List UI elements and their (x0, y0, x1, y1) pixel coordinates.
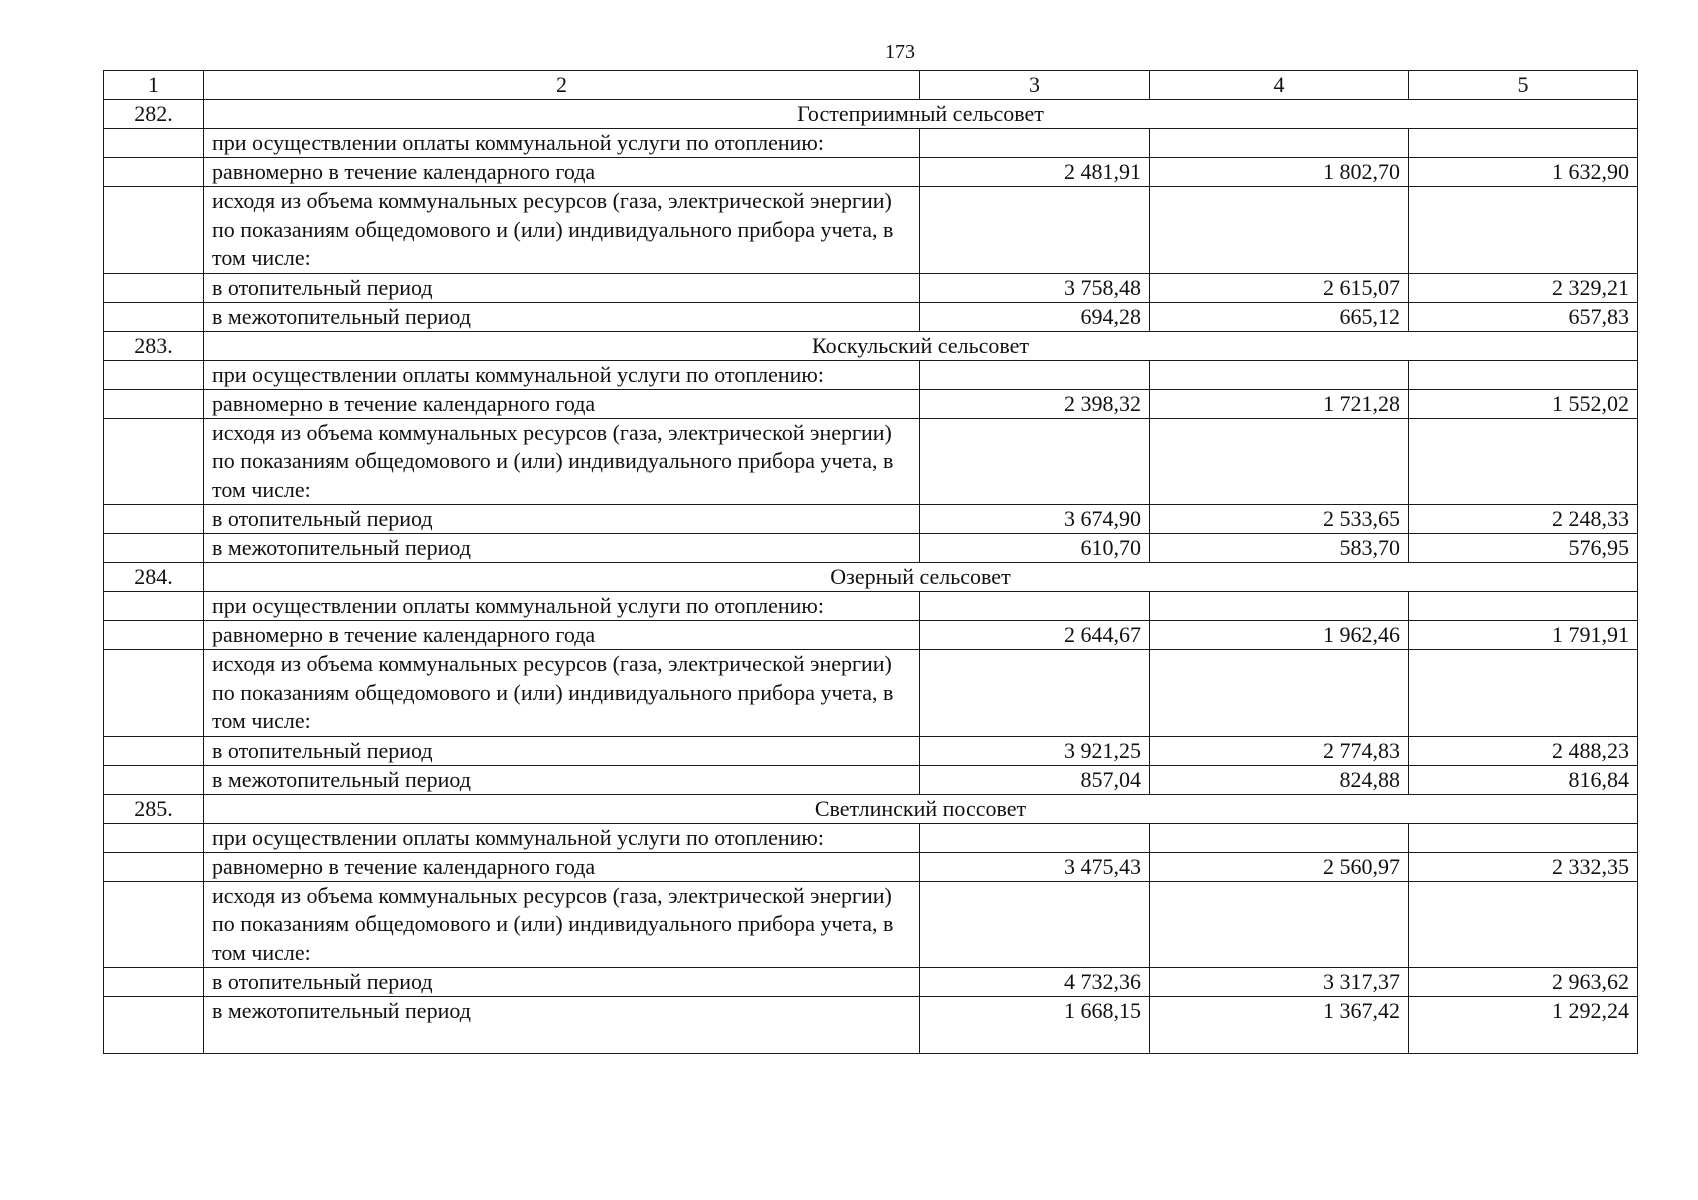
value-cell: 1 668,15 (920, 997, 1150, 1054)
value-cell: 816,84 (1409, 765, 1638, 794)
row-label: равномерно в течение календарного года (204, 389, 920, 418)
table-row (104, 736, 1638, 765)
page-number: 173 (885, 41, 915, 63)
value-cell: 1 292,24 (1409, 997, 1638, 1054)
value-cell: 1 367,42 (1150, 997, 1409, 1054)
value-cell: 2 488,23 (1409, 736, 1638, 765)
row-label: при осуществлении оплаты коммунальной услуги по отоплению: (204, 129, 920, 158)
table-row (104, 997, 1638, 1054)
row-label: в отопительный период (204, 736, 920, 765)
table-row (104, 592, 1638, 621)
value-cell: 3 921,25 (920, 736, 1150, 765)
table-row (104, 389, 1638, 418)
section-header-row (104, 331, 1638, 360)
value-cell: 576,95 (1409, 534, 1638, 563)
value-cell: 2 329,21 (1409, 273, 1638, 302)
section-name: Гостеприимный сельсовет (204, 100, 1638, 129)
section-header-row (104, 563, 1638, 592)
value-cell: 3 475,43 (920, 852, 1150, 881)
value-cell: 2 615,07 (1150, 273, 1409, 302)
section-number: 282. (104, 100, 204, 129)
row-label: при осуществлении оплаты коммунальной услуги по отоплению: (204, 592, 920, 621)
value-cell: 1 962,46 (1150, 621, 1409, 650)
value-cell: 2 481,91 (920, 158, 1150, 187)
value-cell: 2 248,33 (1409, 505, 1638, 534)
table-row (104, 852, 1638, 881)
row-label: в межотопительный период (204, 302, 920, 331)
row-label: при осуществлении оплаты коммунальной услуги по отоплению: (204, 823, 920, 852)
section-number: 284. (104, 563, 204, 592)
row-label: в межотопительный период (204, 534, 920, 563)
section-number: 285. (104, 794, 204, 823)
value-cell: 694,28 (920, 302, 1150, 331)
table-row (104, 505, 1638, 534)
table-row (104, 302, 1638, 331)
table-row (104, 968, 1638, 997)
value-cell: 2 644,67 (920, 621, 1150, 650)
section-name: Светлинский поссовет (204, 794, 1638, 823)
column-header: 3 (920, 71, 1150, 100)
section-header-row (104, 100, 1638, 129)
table-row (104, 765, 1638, 794)
table-row (104, 534, 1638, 563)
table-row (104, 187, 1638, 274)
value-cell: 2 332,35 (1409, 852, 1638, 881)
row-label: в межотопительный период (204, 997, 920, 1054)
table-row (104, 823, 1638, 852)
table-row (104, 650, 1638, 737)
value-cell: 824,88 (1150, 765, 1409, 794)
row-label: исходя из объема коммунальных ресурсов (газа, электрической энергии) по показаниям общедомового и (или) индивидуального прибора учета, в том числе: (204, 418, 920, 505)
table-row (104, 418, 1638, 505)
table-row (104, 360, 1638, 389)
row-label: в отопительный период (204, 273, 920, 302)
row-label: равномерно в течение календарного года (204, 621, 920, 650)
value-cell: 2 963,62 (1409, 968, 1638, 997)
table-row (104, 621, 1638, 650)
value-cell: 665,12 (1150, 302, 1409, 331)
row-label: равномерно в течение календарного года (204, 158, 920, 187)
value-cell: 610,70 (920, 534, 1150, 563)
value-cell: 1 721,28 (1150, 389, 1409, 418)
table-row (104, 881, 1638, 968)
value-cell: 657,83 (1409, 302, 1638, 331)
value-cell: 857,04 (920, 765, 1150, 794)
value-cell: 1 632,90 (1409, 158, 1638, 187)
row-label: исходя из объема коммунальных ресурсов (газа, электрической энергии) по показаниям общедомового и (или) индивидуального прибора учета, в том числе: (204, 650, 920, 737)
table-row (104, 158, 1638, 187)
value-cell: 3 674,90 (920, 505, 1150, 534)
column-header: 2 (204, 71, 920, 100)
row-label: исходя из объема коммунальных ресурсов (газа, электрической энергии) по показаниям общедомового и (или) индивидуального прибора учета, в том числе: (204, 187, 920, 274)
row-label: в отопительный период (204, 505, 920, 534)
row-label: при осуществлении оплаты коммунальной услуги по отоплению: (204, 360, 920, 389)
tariff-table (103, 70, 1638, 1054)
section-header-row (104, 794, 1638, 823)
column-header: 5 (1409, 71, 1638, 100)
column-header: 4 (1150, 71, 1409, 100)
value-cell: 4 732,36 (920, 968, 1150, 997)
row-label: в отопительный период (204, 968, 920, 997)
table-row (104, 273, 1638, 302)
section-name: Коскульский сельсовет (204, 331, 1638, 360)
value-cell: 2 560,97 (1150, 852, 1409, 881)
value-cell: 3 317,37 (1150, 968, 1409, 997)
table-row (104, 129, 1638, 158)
value-cell: 3 758,48 (920, 273, 1150, 302)
value-cell: 1 802,70 (1150, 158, 1409, 187)
row-label: равномерно в течение календарного года (204, 852, 920, 881)
value-cell: 2 774,83 (1150, 736, 1409, 765)
column-header: 1 (104, 71, 204, 100)
value-cell: 2 398,32 (920, 389, 1150, 418)
row-label: в межотопительный период (204, 765, 920, 794)
value-cell: 583,70 (1150, 534, 1409, 563)
section-name: Озерный сельсовет (204, 563, 1638, 592)
value-cell: 2 533,65 (1150, 505, 1409, 534)
value-cell: 1 552,02 (1409, 389, 1638, 418)
column-number-row (104, 71, 1638, 100)
section-number: 283. (104, 331, 204, 360)
value-cell: 1 791,91 (1409, 621, 1638, 650)
row-label: исходя из объема коммунальных ресурсов (газа, электрической энергии) по показаниям общедомового и (или) индивидуального прибора учета, в том числе: (204, 881, 920, 968)
